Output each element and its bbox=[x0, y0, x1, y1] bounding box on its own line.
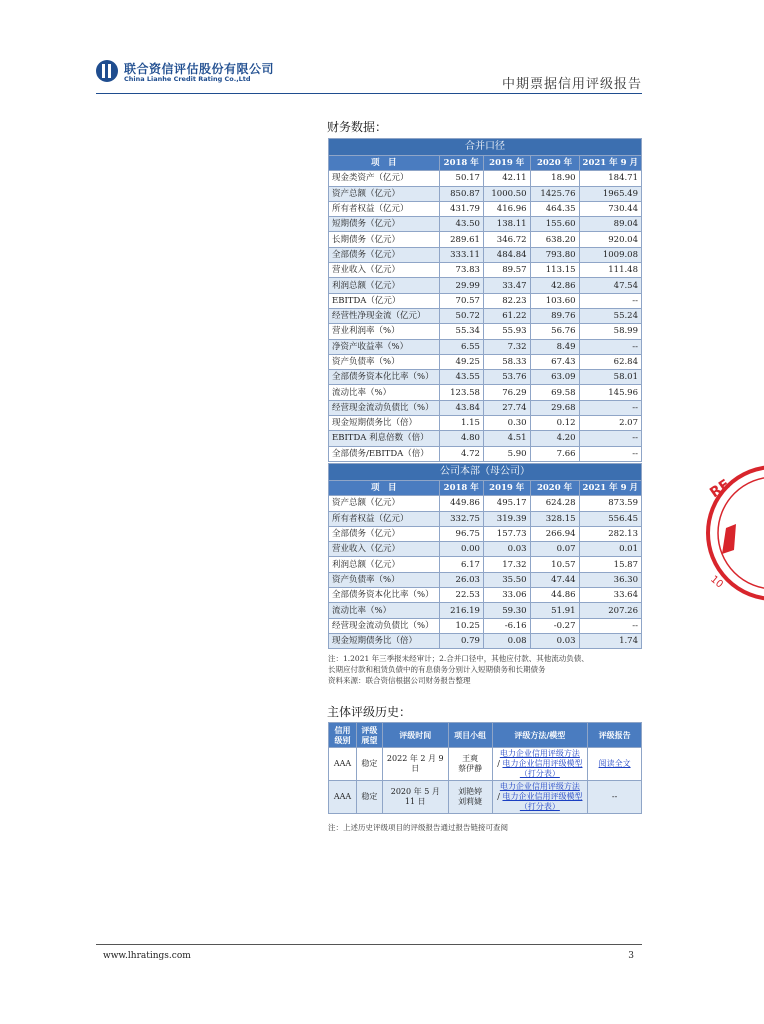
cell-value: 7.32 bbox=[483, 339, 530, 354]
table-row bbox=[329, 416, 642, 431]
history-row bbox=[329, 748, 642, 781]
note-line-3: 资料来源：联合资信根据公司财务报告整理 bbox=[328, 676, 471, 685]
row-label: 资产总额（亿元） bbox=[329, 186, 440, 201]
company-name-en: China Lianhe Credit Rating Co.,Ltd bbox=[124, 75, 251, 83]
cell-value: 103.60 bbox=[530, 293, 579, 308]
history-team bbox=[448, 748, 492, 781]
column-header: 2018 年 bbox=[439, 481, 483, 496]
cell-value: 157.73 bbox=[483, 526, 530, 541]
history-method bbox=[492, 781, 588, 814]
company-name-cn: 联合资信评估股份有限公司 bbox=[124, 62, 275, 76]
row-label: 现金短期债务比（倍） bbox=[329, 416, 440, 431]
row-label: 全部债务/EBITDA（倍） bbox=[329, 446, 440, 461]
cell-value: 6.17 bbox=[439, 557, 483, 572]
row-label: 营业收入（亿元） bbox=[329, 263, 440, 278]
history-date: 2020 年 5 月 11 日 bbox=[382, 781, 448, 814]
cell-value: 920.04 bbox=[579, 232, 641, 247]
cell-value: 484.84 bbox=[483, 247, 530, 262]
team-member: 王爽 bbox=[462, 754, 479, 763]
cell-value: 89.57 bbox=[483, 263, 530, 278]
cell-value: 43.50 bbox=[439, 217, 483, 232]
cell-value: 113.15 bbox=[530, 263, 579, 278]
table-row bbox=[329, 217, 642, 232]
cell-value: 27.74 bbox=[483, 400, 530, 415]
cell-value: -- bbox=[579, 339, 641, 354]
column-header: 项 目 bbox=[329, 481, 440, 496]
consolidated-table bbox=[328, 138, 642, 462]
cell-value: 1.74 bbox=[579, 633, 641, 648]
cell-value: 111.48 bbox=[579, 263, 641, 278]
cell-value: 624.28 bbox=[530, 496, 579, 511]
cell-value: 22.53 bbox=[439, 588, 483, 603]
row-label: 资产总额（亿元） bbox=[329, 496, 440, 511]
cell-value: 58.33 bbox=[483, 354, 530, 369]
cell-value: 319.39 bbox=[483, 511, 530, 526]
row-label: 资产负债率（%） bbox=[329, 572, 440, 587]
team-member: 蔡伊静 bbox=[458, 764, 483, 773]
cell-value: 89.04 bbox=[579, 217, 641, 232]
table-row bbox=[329, 400, 642, 415]
cell-value: 2.07 bbox=[579, 416, 641, 431]
history-column-header: 评级展望 bbox=[356, 723, 382, 748]
cell-value: 33.64 bbox=[579, 588, 641, 603]
cell-value: 69.58 bbox=[530, 385, 579, 400]
history-column-header: 评级方法/模型 bbox=[492, 723, 588, 748]
cell-value: 416.96 bbox=[483, 201, 530, 216]
row-label: 所有者权益（亿元） bbox=[329, 201, 440, 216]
table-row bbox=[329, 496, 642, 511]
cell-value: 15.87 bbox=[579, 557, 641, 572]
cell-value: 730.44 bbox=[579, 201, 641, 216]
cell-value: 82.23 bbox=[483, 293, 530, 308]
history-report: -- bbox=[588, 781, 642, 814]
table-row bbox=[329, 171, 642, 186]
cell-value: 0.07 bbox=[530, 542, 579, 557]
cell-value: 89.76 bbox=[530, 308, 579, 323]
cell-value: 55.34 bbox=[439, 324, 483, 339]
cell-value: 51.91 bbox=[530, 603, 579, 618]
header-divider bbox=[96, 93, 642, 94]
logo-icon bbox=[96, 60, 118, 82]
cell-value: 42.11 bbox=[483, 171, 530, 186]
cell-value: 1425.76 bbox=[530, 186, 579, 201]
cell-value: -- bbox=[579, 618, 641, 633]
row-label: 资产负债率（%） bbox=[329, 354, 440, 369]
history-method bbox=[492, 748, 588, 781]
team-member: 刘莉婕 bbox=[458, 797, 483, 806]
note-line-2: 长期应付款和租赁负债中的有息债务分别计入短期债务和长期债务 bbox=[328, 665, 546, 674]
consolidated-group-label: 合并口径 bbox=[329, 139, 642, 156]
cell-value: 47.44 bbox=[530, 572, 579, 587]
table-row bbox=[329, 603, 642, 618]
cell-value: 4.20 bbox=[530, 431, 579, 446]
cell-value: 638.20 bbox=[530, 232, 579, 247]
cell-value: 0.03 bbox=[483, 542, 530, 557]
column-header: 2021 年 9 月 bbox=[579, 481, 641, 496]
table-row bbox=[329, 633, 642, 648]
column-header: 2020 年 bbox=[530, 156, 579, 171]
cell-value: 1.15 bbox=[439, 416, 483, 431]
method-separator: / bbox=[497, 759, 500, 768]
cell-value: 73.83 bbox=[439, 263, 483, 278]
cell-value: 61.22 bbox=[483, 308, 530, 323]
cell-value: 495.17 bbox=[483, 496, 530, 511]
cell-value: 6.55 bbox=[439, 339, 483, 354]
cell-value: 346.72 bbox=[483, 232, 530, 247]
cell-value: 29.68 bbox=[530, 400, 579, 415]
cell-value: 59.30 bbox=[483, 603, 530, 618]
table-row bbox=[329, 431, 642, 446]
cell-value: 33.47 bbox=[483, 278, 530, 293]
footer-divider bbox=[96, 944, 642, 945]
row-label: 经营现金流动负债比（%） bbox=[329, 618, 440, 633]
cell-value: 67.43 bbox=[530, 354, 579, 369]
svg-text:10: 10 bbox=[708, 573, 725, 591]
table-row bbox=[329, 446, 642, 461]
history-rating: AAA bbox=[329, 781, 357, 814]
table-row bbox=[329, 339, 642, 354]
method-link[interactable]: 电力企业信用评级方法 bbox=[499, 749, 580, 758]
history-outlook: 稳定 bbox=[356, 781, 382, 814]
table-row bbox=[329, 385, 642, 400]
cell-value: 44.86 bbox=[530, 588, 579, 603]
cell-value: 5.90 bbox=[483, 446, 530, 461]
cell-value: 873.59 bbox=[579, 496, 641, 511]
row-label: 经营性净现金流（亿元） bbox=[329, 308, 440, 323]
report-link[interactable]: 阅读全文 bbox=[598, 759, 631, 768]
table-row bbox=[329, 542, 642, 557]
table-row bbox=[329, 263, 642, 278]
parent-company-table bbox=[328, 463, 642, 649]
cell-value: 42.86 bbox=[530, 278, 579, 293]
cell-value: 29.99 bbox=[439, 278, 483, 293]
cell-value: 43.84 bbox=[439, 400, 483, 415]
row-label: 现金类资产（亿元） bbox=[329, 171, 440, 186]
cell-value: 0.30 bbox=[483, 416, 530, 431]
cell-value: 282.13 bbox=[579, 526, 641, 541]
cell-value: -- bbox=[579, 400, 641, 415]
table-row bbox=[329, 232, 642, 247]
note-line-1: 注：1.2021 年三季报未经审计；2.合并口径中，其他应付款、其他流动负债、 bbox=[328, 654, 589, 663]
row-label: 短期债务（亿元） bbox=[329, 217, 440, 232]
history-column-header: 项目小组 bbox=[448, 723, 492, 748]
history-team bbox=[448, 781, 492, 814]
rating-history-table bbox=[328, 722, 642, 814]
method-separator: / bbox=[497, 792, 500, 801]
cell-value: 0.01 bbox=[579, 542, 641, 557]
history-date: 2022 年 2 月 9 日 bbox=[382, 748, 448, 781]
cell-value: 138.11 bbox=[483, 217, 530, 232]
table-row bbox=[329, 324, 642, 339]
cell-value: 56.76 bbox=[530, 324, 579, 339]
cell-value: 10.25 bbox=[439, 618, 483, 633]
cell-value: 556.45 bbox=[579, 511, 641, 526]
cell-value: 26.03 bbox=[439, 572, 483, 587]
history-outlook: 稳定 bbox=[356, 748, 382, 781]
cell-value: 43.55 bbox=[439, 370, 483, 385]
row-label: 利润总额（亿元） bbox=[329, 557, 440, 572]
row-label: 净资产收益率（%） bbox=[329, 339, 440, 354]
cell-value: 0.08 bbox=[483, 633, 530, 648]
cell-value: 36.30 bbox=[579, 572, 641, 587]
cell-value: 123.58 bbox=[439, 385, 483, 400]
cell-value: -6.16 bbox=[483, 618, 530, 633]
table-row bbox=[329, 247, 642, 262]
cell-value: 18.90 bbox=[530, 171, 579, 186]
report-type: 中期票据信用评级报告 bbox=[501, 77, 642, 92]
column-header: 2019 年 bbox=[483, 481, 530, 496]
rating-history-title: 主体评级历史： bbox=[327, 705, 412, 719]
method-link[interactable]: 电力企业信用评级方法 bbox=[499, 782, 580, 791]
parent-group-label: 公司本部（母公司） bbox=[329, 464, 642, 481]
page-number: 3 bbox=[628, 951, 634, 961]
cell-value: 58.01 bbox=[579, 370, 641, 385]
model-link[interactable]: 电力企业信用评级模型（打分表） bbox=[502, 792, 583, 811]
row-label: 流动比率（%） bbox=[329, 385, 440, 400]
cell-value: 1000.50 bbox=[483, 186, 530, 201]
cell-value: 207.26 bbox=[579, 603, 641, 618]
row-label: 经营现金流动负债比（%） bbox=[329, 400, 440, 415]
svg-text:RE: RE bbox=[707, 476, 733, 502]
cell-value: 333.11 bbox=[439, 247, 483, 262]
history-row bbox=[329, 781, 642, 814]
cell-value: 63.09 bbox=[530, 370, 579, 385]
table-row bbox=[329, 526, 642, 541]
table-row bbox=[329, 557, 642, 572]
column-header: 2019 年 bbox=[483, 156, 530, 171]
table-row bbox=[329, 293, 642, 308]
cell-value: 0.03 bbox=[530, 633, 579, 648]
row-label: 全部债务资本化比率（%） bbox=[329, 588, 440, 603]
cell-value: 266.94 bbox=[530, 526, 579, 541]
cell-value: -- bbox=[579, 293, 641, 308]
seal-stamp bbox=[704, 458, 764, 608]
table-row bbox=[329, 618, 642, 633]
cell-value: 4.72 bbox=[439, 446, 483, 461]
cell-value: 55.24 bbox=[579, 308, 641, 323]
row-label: 营业收入（亿元） bbox=[329, 542, 440, 557]
table-row bbox=[329, 572, 642, 587]
column-header: 2021 年 9 月 bbox=[579, 156, 641, 171]
cell-value: 793.80 bbox=[530, 247, 579, 262]
cell-value: 1009.08 bbox=[579, 247, 641, 262]
cell-value: 70.57 bbox=[439, 293, 483, 308]
cell-value: 8.49 bbox=[530, 339, 579, 354]
cell-value: 49.25 bbox=[439, 354, 483, 369]
cell-value: 184.71 bbox=[579, 171, 641, 186]
row-label: EBITDA（亿元） bbox=[329, 293, 440, 308]
cell-value: 0.00 bbox=[439, 542, 483, 557]
history-column-header: 评级时间 bbox=[382, 723, 448, 748]
cell-value: 289.61 bbox=[439, 232, 483, 247]
cell-value: 50.72 bbox=[439, 308, 483, 323]
financial-notes bbox=[328, 653, 648, 686]
cell-value: 10.57 bbox=[530, 557, 579, 572]
row-label: 长期债务（亿元） bbox=[329, 232, 440, 247]
cell-value: 328.15 bbox=[530, 511, 579, 526]
cell-value: 145.96 bbox=[579, 385, 641, 400]
cell-value: 0.12 bbox=[530, 416, 579, 431]
row-label: 所有者权益（亿元） bbox=[329, 511, 440, 526]
table-row bbox=[329, 354, 642, 369]
cell-value: 464.35 bbox=[530, 201, 579, 216]
table-row bbox=[329, 278, 642, 293]
cell-value: 17.32 bbox=[483, 557, 530, 572]
team-member: 刘艳婷 bbox=[458, 787, 483, 796]
table-row bbox=[329, 308, 642, 323]
cell-value: 431.79 bbox=[439, 201, 483, 216]
row-label: 全部债务（亿元） bbox=[329, 526, 440, 541]
cell-value: 1965.49 bbox=[579, 186, 641, 201]
row-label: 流动比率（%） bbox=[329, 603, 440, 618]
table-row bbox=[329, 511, 642, 526]
cell-value: 216.19 bbox=[439, 603, 483, 618]
row-label: 全部债务资本化比率（%） bbox=[329, 370, 440, 385]
row-label: EBITDA 利息倍数（倍） bbox=[329, 431, 440, 446]
cell-value: 47.54 bbox=[579, 278, 641, 293]
row-label: 现金短期债务比（倍） bbox=[329, 633, 440, 648]
cell-value: 4.80 bbox=[439, 431, 483, 446]
table-row bbox=[329, 370, 642, 385]
footer-url[interactable]: www.lhratings.com bbox=[103, 951, 191, 961]
cell-value: 62.84 bbox=[579, 354, 641, 369]
cell-value: 4.51 bbox=[483, 431, 530, 446]
cell-value: 850.87 bbox=[439, 186, 483, 201]
column-header: 项 目 bbox=[329, 156, 440, 171]
model-link[interactable]: 电力企业信用评级模型（打分表） bbox=[502, 759, 583, 778]
cell-value: 155.60 bbox=[530, 217, 579, 232]
table-row bbox=[329, 588, 642, 603]
cell-value: -- bbox=[579, 446, 641, 461]
cell-value: 53.76 bbox=[483, 370, 530, 385]
cell-value: -0.27 bbox=[530, 618, 579, 633]
row-label: 利润总额（亿元） bbox=[329, 278, 440, 293]
cell-value: 0.79 bbox=[439, 633, 483, 648]
cell-value: 55.93 bbox=[483, 324, 530, 339]
cell-value: 7.66 bbox=[530, 446, 579, 461]
history-rating: AAA bbox=[329, 748, 357, 781]
history-column-header: 信用级别 bbox=[329, 723, 357, 748]
row-label: 全部债务（亿元） bbox=[329, 247, 440, 262]
table-row bbox=[329, 186, 642, 201]
history-column-header: 评级报告 bbox=[588, 723, 642, 748]
cell-value: 58.99 bbox=[579, 324, 641, 339]
column-header: 2018 年 bbox=[439, 156, 483, 171]
cell-value: 35.50 bbox=[483, 572, 530, 587]
cell-value: 96.75 bbox=[439, 526, 483, 541]
column-header: 2020 年 bbox=[530, 481, 579, 496]
financial-data-title: 财务数据： bbox=[327, 120, 388, 134]
cell-value: 50.17 bbox=[439, 171, 483, 186]
cell-value: -- bbox=[579, 431, 641, 446]
history-note: 注：上述历史评级项目的评级报告通过报告链接可查阅 bbox=[328, 823, 508, 832]
cell-value: 76.29 bbox=[483, 385, 530, 400]
cell-value: 33.06 bbox=[483, 588, 530, 603]
table-row bbox=[329, 201, 642, 216]
row-label: 营业利润率（%） bbox=[329, 324, 440, 339]
cell-value: 449.86 bbox=[439, 496, 483, 511]
cell-value: 332.75 bbox=[439, 511, 483, 526]
